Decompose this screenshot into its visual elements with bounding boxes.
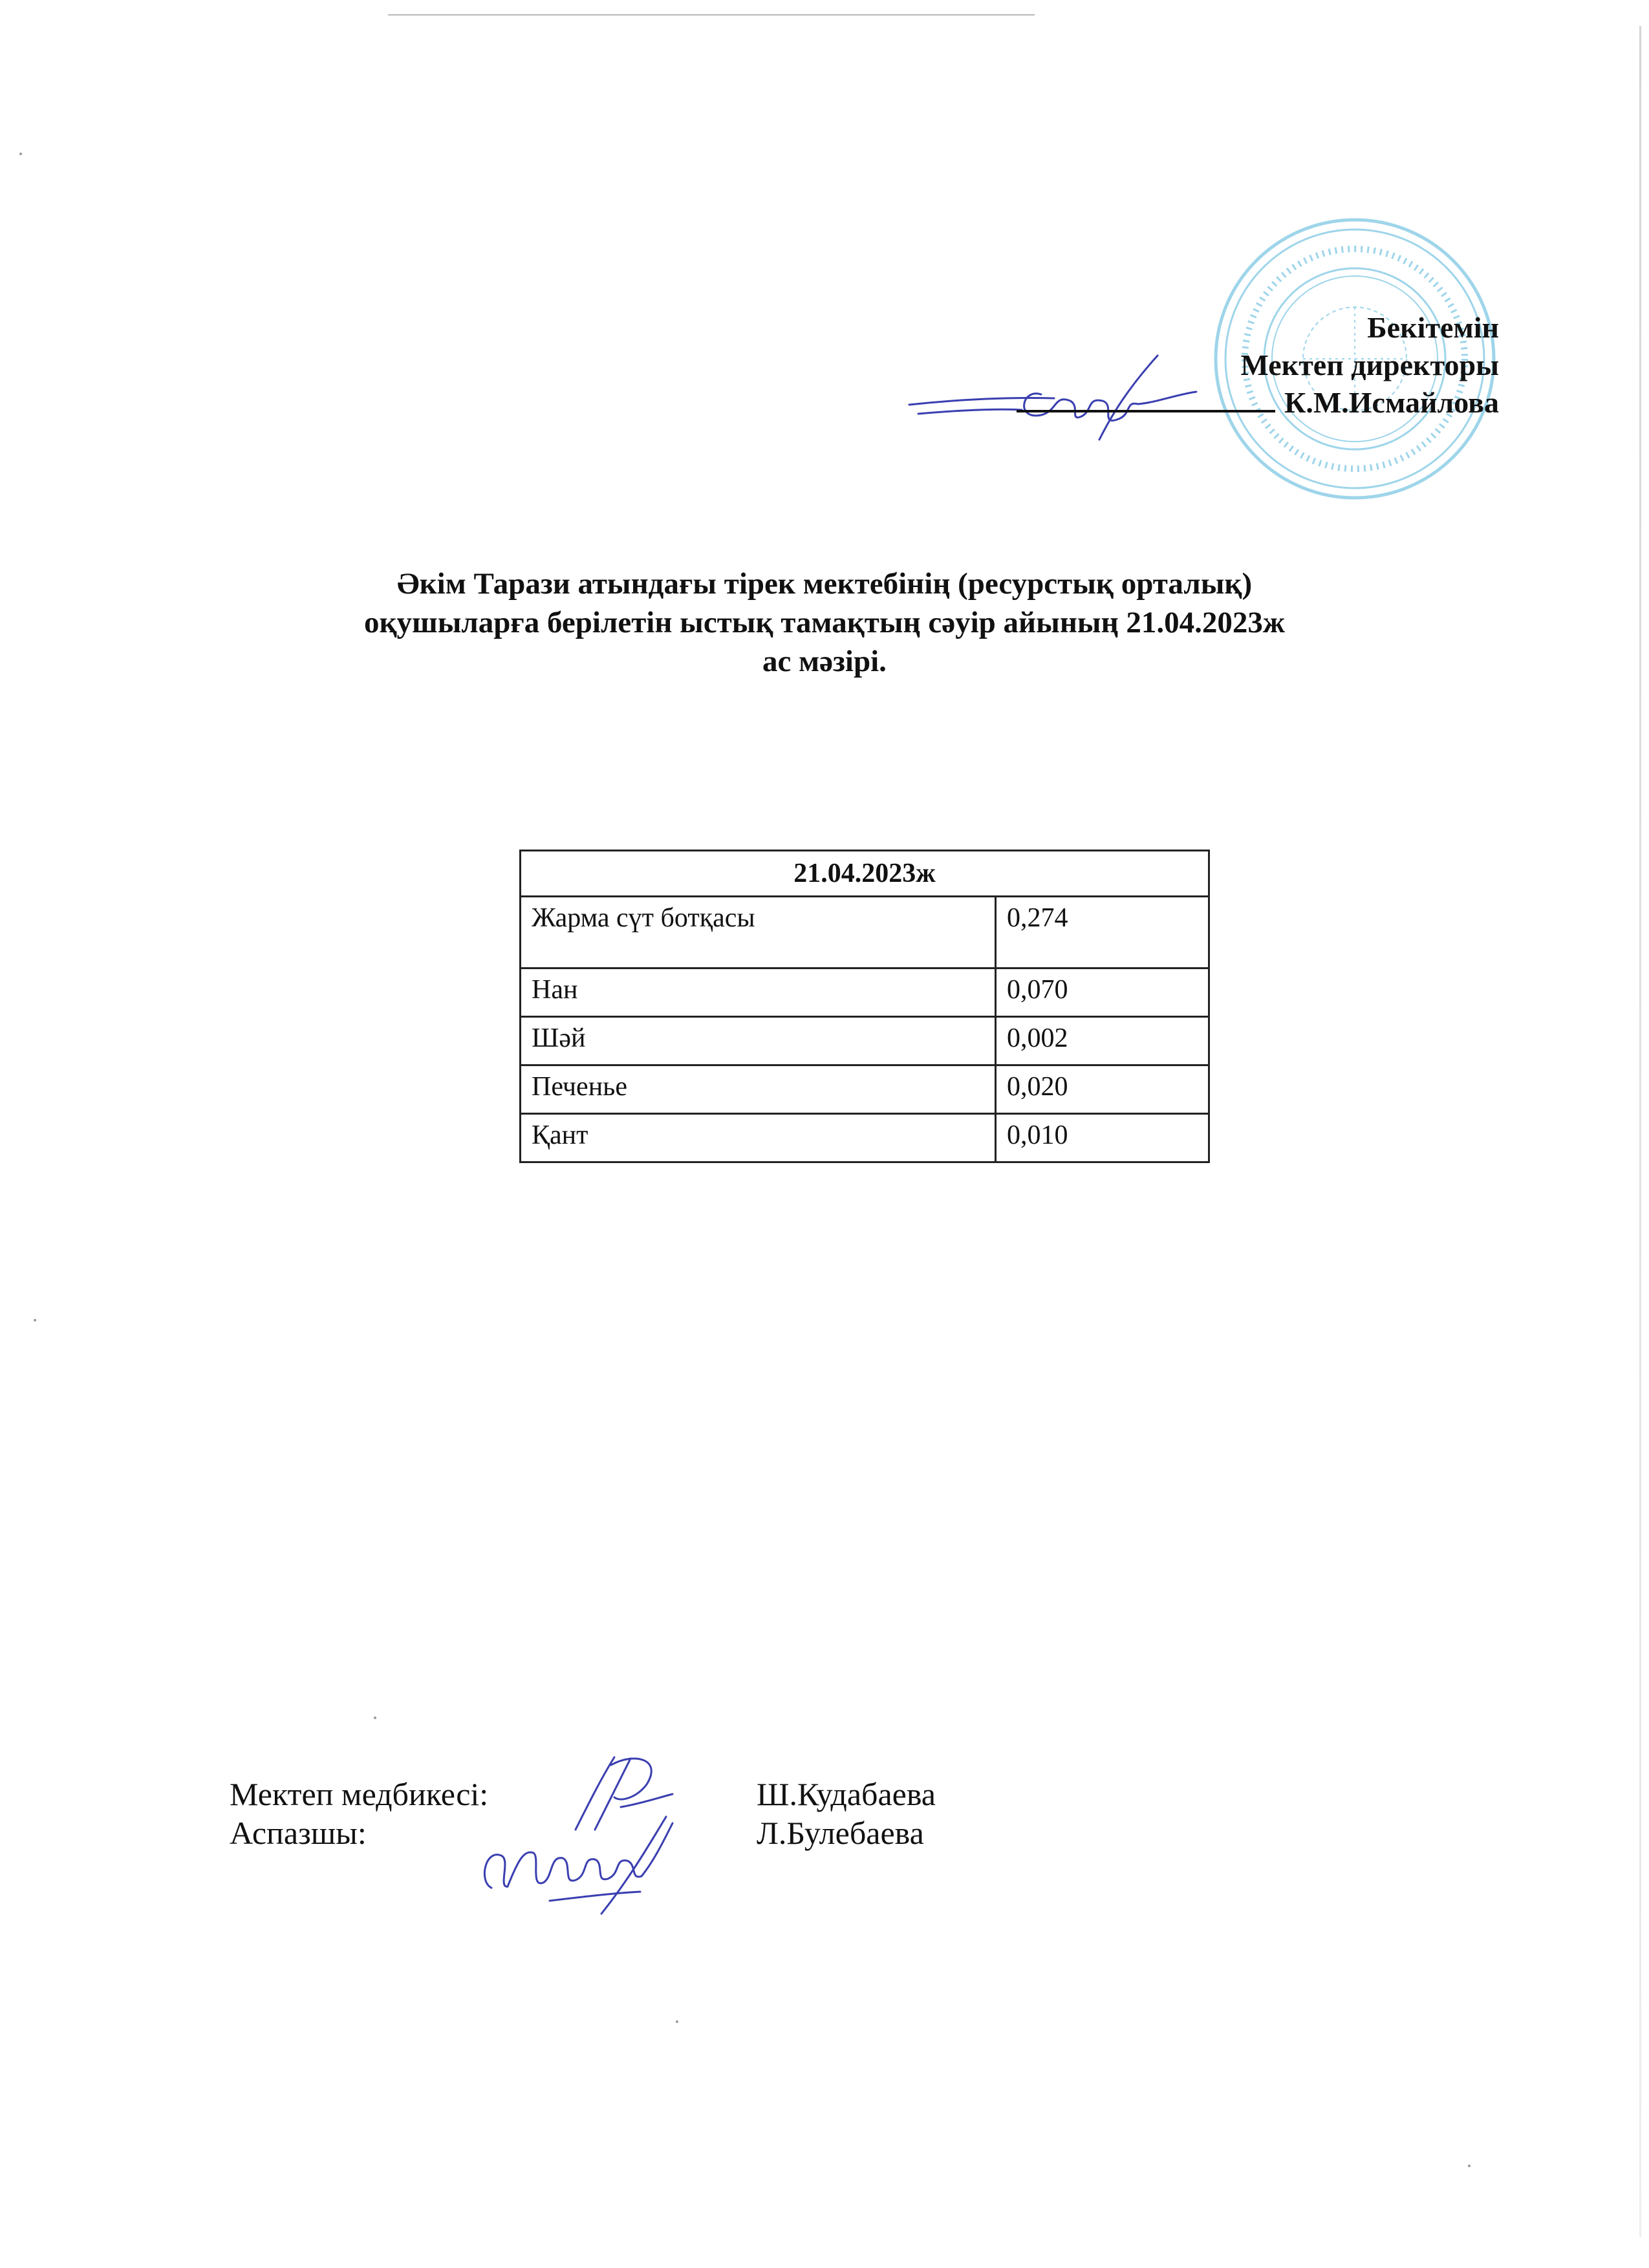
table-row xyxy=(521,968,1209,1017)
table-row xyxy=(521,1065,1209,1114)
table-row xyxy=(521,1114,1209,1162)
scan-speck xyxy=(676,2020,678,2023)
director-line xyxy=(1017,384,1499,422)
menu-item-value: 0,274 xyxy=(996,897,1209,968)
scan-speck xyxy=(19,153,22,155)
cook-label: Аспазшы: xyxy=(230,1815,367,1851)
menu-item-name: Жарма сүт ботқасы xyxy=(521,897,996,968)
nurse-label: Мектеп медбикесі: xyxy=(230,1776,489,1812)
menu-item-value: 0,070 xyxy=(996,968,1209,1017)
scan-edge-right xyxy=(1639,26,1641,2237)
menu-item-name: Шәй xyxy=(521,1017,996,1065)
table-row xyxy=(521,897,1209,968)
table-row xyxy=(521,1017,1209,1065)
title-line-2: оқушыларға берілетін ыстық тамақтың сәуір айының 21.04.2023ж xyxy=(363,606,1286,639)
menu-item-name: Нан xyxy=(521,968,996,1017)
title-line-1: Әкім Тарази атындағы тірек мектебінің (ресурстық орталық) xyxy=(396,567,1253,601)
approval-position: Мектеп директоры xyxy=(1240,348,1499,381)
menu-item-value: 0,002 xyxy=(996,1017,1209,1065)
scan-speck xyxy=(34,1319,36,1321)
director-name: К.М.Исмайлова xyxy=(1284,386,1499,419)
scan-edge-top xyxy=(388,14,1035,16)
scan-speck xyxy=(374,1717,376,1719)
document-title xyxy=(194,564,1455,681)
approval-heading: Бекітемін xyxy=(1367,311,1499,344)
nurse-name: Ш.Кудабаева xyxy=(757,1776,936,1812)
cook-name: Л.Булебаева xyxy=(757,1815,924,1851)
menu-item-name: Қант xyxy=(521,1114,996,1162)
menu-item-name: Печенье xyxy=(521,1065,996,1114)
scan-speck xyxy=(1468,2165,1471,2167)
menu-table xyxy=(519,850,1210,1163)
approval-block xyxy=(1017,309,1499,422)
menu-item-value: 0,010 xyxy=(996,1114,1209,1162)
menu-header-row xyxy=(521,851,1209,897)
menu-date-header: 21.04.2023ж xyxy=(521,851,1209,897)
menu-item-value: 0,020 xyxy=(996,1065,1209,1114)
title-line-3: ас мәзірі. xyxy=(762,645,887,678)
cook-signature xyxy=(472,1810,679,1920)
signature-line xyxy=(1017,384,1275,412)
